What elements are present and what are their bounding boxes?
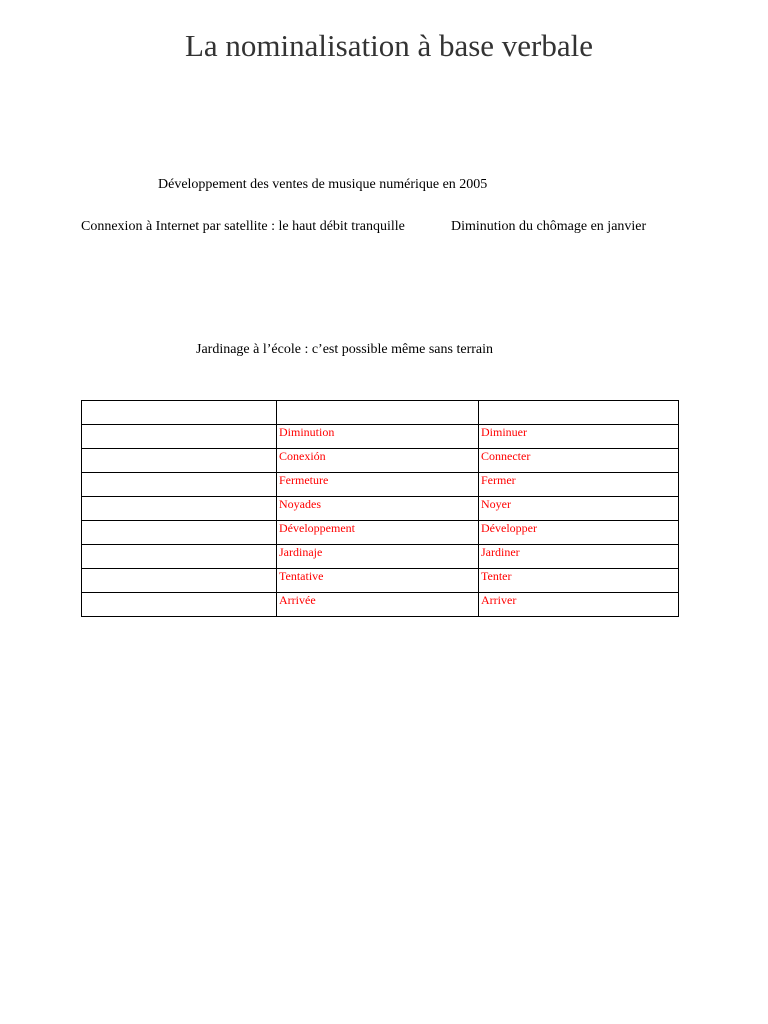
table-cell-verb: Noyer [479,497,679,521]
table-cell-noun: Jardinaje [277,545,479,569]
table-row [82,569,679,593]
table-cell-verb: Connecter [479,449,679,473]
headline-unemployment: Diminution du chômage en janvier [451,219,647,234]
table-cell-col1 [82,401,277,425]
table-cell-noun: Développement [277,521,479,545]
table-cell-col1 [82,497,277,521]
table-cell-col1 [82,449,277,473]
table-row [82,425,679,449]
table-cell-col1 [82,569,277,593]
table-cell-verb: Arriver [479,593,679,617]
table-cell-verb: Tenter [479,569,679,593]
table-row [82,473,679,497]
table-row [82,545,679,569]
table-cell-noun: Arrivée [277,593,479,617]
table-cell-col1 [82,473,277,497]
table-row [82,449,679,473]
table-cell-col1 [82,425,277,449]
headline-gardening: Jardinage à l’école : c’est possible même sans terrain [196,342,493,357]
table-cell-verb: Développer [479,521,679,545]
table-cell-verb: Jardiner [479,545,679,569]
table-cell-noun: Noyades [277,497,479,521]
table-row [82,593,679,617]
table-cell-col1 [82,521,277,545]
table-cell-col1 [82,593,277,617]
table-cell-verb: Fermer [479,473,679,497]
nominalisation-table [81,400,679,617]
table-cell-verb [479,401,679,425]
headline-music-sales: Développement des ventes de musique numérique en 2005 [158,177,488,192]
headline-satellite-internet: Connexion à Internet par satellite : le haut débit tranquille [81,219,405,234]
table-cell-verb: Diminuer [479,425,679,449]
table-cell-noun: Tentative [277,569,479,593]
table-cell-noun: Diminution [277,425,479,449]
page-title: La nominalisation à base verbale [184,28,593,63]
table-row [82,401,679,425]
table-cell-noun: Fermeture [277,473,479,497]
table-row [82,521,679,545]
table-cell-noun: Conexión [277,449,479,473]
table-cell-col1 [82,545,277,569]
table-cell-noun [277,401,479,425]
table-row [82,497,679,521]
